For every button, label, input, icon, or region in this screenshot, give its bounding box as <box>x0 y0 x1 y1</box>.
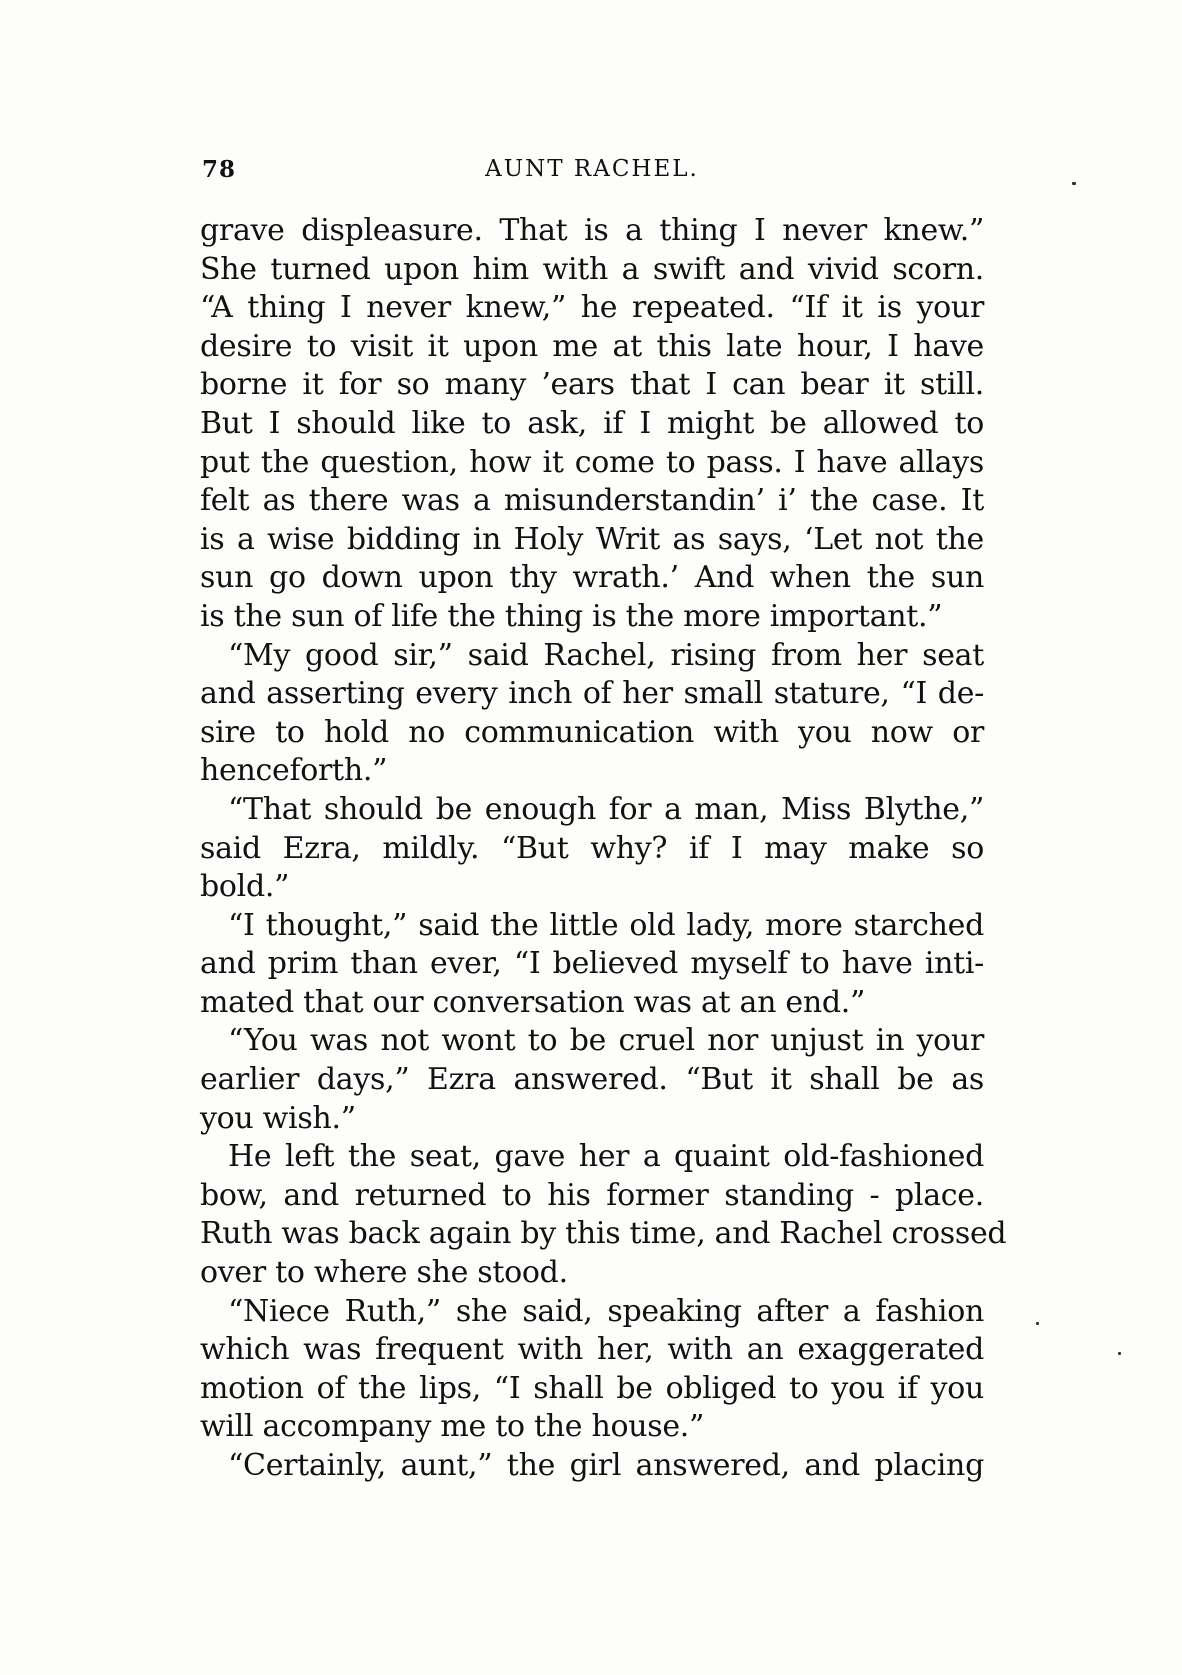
scan-speck <box>1072 182 1076 185</box>
text-line: motion of the lips, “I shall be obliged to you if you <box>200 1370 984 1406</box>
text-line: put the question, how it come to pass. I have allays <box>200 444 984 480</box>
text-line: Ruth was back again by this time, and Rachel crossed <box>200 1216 1007 1252</box>
text-line: is the sun of life the thing is the more important.” <box>200 598 943 634</box>
text-line: felt as there was a misunderstandin’ i’ the case. It <box>200 483 984 519</box>
text-line: “I thought,” said the little old lady, more starched <box>228 907 984 943</box>
text-line: sun go down upon thy wrath.’ And when the sun <box>200 560 984 596</box>
text-line: and prim than ever, “I believed myself to have inti- <box>200 946 984 982</box>
text-line: He left the seat, gave her a quaint old-fashioned <box>228 1139 984 1175</box>
text-line: sire to hold no communication with you now or <box>200 714 984 750</box>
text-line: “Niece Ruth,” she said, speaking after a fashion <box>228 1293 984 1329</box>
scan-speck <box>1118 1352 1121 1355</box>
text-line: desire to visit it upon me at this late hour, I have <box>200 328 984 364</box>
text-line: over to where she stood. <box>200 1255 568 1291</box>
text-line: grave displeasure. That is a thing I never knew.” <box>200 213 984 248</box>
text-line: bow, and returned to his former standing - place. <box>200 1177 984 1213</box>
text-line: “A thing I never knew,” he repeated. “If it is your <box>200 290 984 326</box>
text-line: She turned upon him with a swift and vivid scorn. <box>200 251 984 287</box>
text-line: bold.” <box>200 869 290 905</box>
text-line: will accompany me to the house.” <box>200 1409 705 1445</box>
text-line: “My good sir,” said Rachel, rising from her seat <box>228 637 984 673</box>
text-line: mated that our conversation was at an end.” <box>200 984 866 1020</box>
running-title: AUNT RACHEL. <box>485 156 699 182</box>
text-line: and asserting every inch of her small stature, “I de- <box>200 676 984 712</box>
text-line: henceforth.” <box>200 753 388 789</box>
text-line: earlier days,” Ezra answered. “But it shall be as <box>200 1062 984 1098</box>
text-line: you wish.” <box>200 1100 356 1136</box>
text-line: said Ezra, mildly. “But why? if I may make so <box>200 830 984 866</box>
page-number: 78 <box>202 156 237 183</box>
body-text <box>200 212 1007 1486</box>
text-line: But I should like to ask, if I might be allowed to <box>200 405 984 441</box>
text-line: “You was not wont to be cruel nor unjust in your <box>228 1023 984 1059</box>
scan-speck <box>1036 1322 1039 1325</box>
text-line: “That should be enough for a man, Miss Blythe,” <box>228 791 984 827</box>
text-line: borne it for so many ’ears that I can bear it still. <box>200 367 984 403</box>
page-header <box>202 156 982 196</box>
text-line: which was frequent with her, with an exaggerated <box>200 1332 984 1368</box>
text-line: is a wise bidding in Holy Writ as says, ‘Let not the <box>200 521 984 557</box>
text-line: “Certainly, aunt,” the girl answered, and placing <box>228 1448 984 1483</box>
